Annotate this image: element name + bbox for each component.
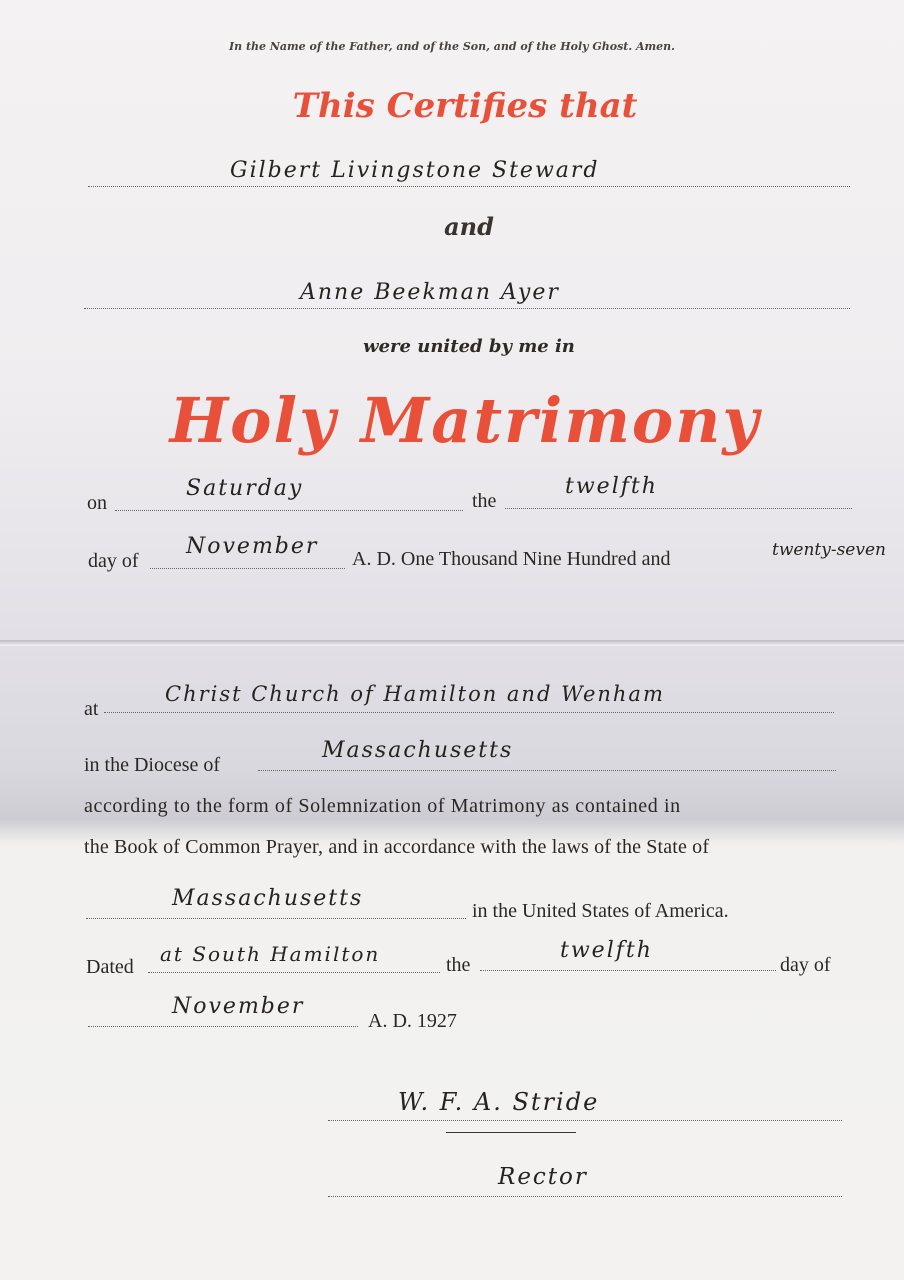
day-of-label: day of xyxy=(88,550,139,572)
dated-day-value: twelfth xyxy=(560,938,653,963)
united-text: were united by me in xyxy=(363,336,575,357)
signature: W. F. A. Stride xyxy=(398,1088,600,1116)
groom-name: Gilbert Livingstone Steward xyxy=(230,158,600,183)
form-line-2: the Book of Common Prayer, and in accordance with the laws of the State of xyxy=(84,836,710,858)
form-line-1: according to the form of Solemnization of Matrimony as contained in xyxy=(84,795,681,817)
diocese-label: in the Diocese of xyxy=(84,754,221,776)
weekday-line xyxy=(115,510,463,511)
invocation-line: In the Name of the Father, and of the Son, and of the Holy Ghost. Amen. xyxy=(228,40,676,53)
holy-matrimony-heading: Holy Matrimony xyxy=(169,384,761,457)
ad-year: A. D. 1927 xyxy=(368,1010,457,1032)
year-prefix: A. D. One Thousand Nine Hundred and xyxy=(352,548,671,570)
day-ordinal-value: twelfth xyxy=(565,474,658,499)
the-label: the xyxy=(472,490,497,512)
on-label: on xyxy=(87,492,107,514)
title-line xyxy=(328,1196,842,1197)
groom-name-line xyxy=(88,186,850,187)
dated-the-label: the xyxy=(446,954,471,976)
certifies-heading: This Certifies that xyxy=(292,86,638,126)
bride-name-line xyxy=(84,308,850,309)
dated-label: Dated xyxy=(86,956,134,978)
united-states-text: in the United States of America. xyxy=(472,900,729,922)
bride-name: Anne Beekman Ayer xyxy=(300,280,560,305)
dated-day-line xyxy=(480,970,776,971)
dated-month-line xyxy=(88,1026,358,1027)
month-line xyxy=(150,568,345,569)
dated-place-value: at South Hamilton xyxy=(160,942,381,966)
dated-month-value: November xyxy=(172,994,305,1019)
year-words: twenty-seven xyxy=(772,540,886,560)
church-value: Christ Church of Hamilton and Wenham xyxy=(165,682,665,706)
month-value: November xyxy=(186,534,319,559)
state-value: Massachusetts xyxy=(172,886,364,911)
signature-line xyxy=(328,1120,842,1121)
and-text: and xyxy=(444,212,494,241)
at-label: at xyxy=(84,698,99,720)
diocese-value: Massachusetts xyxy=(322,738,514,763)
paper-fold xyxy=(0,640,904,646)
diocese-line xyxy=(258,770,836,771)
signature-underline xyxy=(446,1132,576,1133)
rector-title: Rector xyxy=(498,1164,588,1190)
church-line xyxy=(104,712,834,713)
day-of-suffix: day of xyxy=(780,954,831,976)
dated-place-line xyxy=(148,972,440,973)
weekday-value: Saturday xyxy=(186,476,304,501)
day-ordinal-line xyxy=(505,508,852,509)
state-line xyxy=(86,918,466,919)
